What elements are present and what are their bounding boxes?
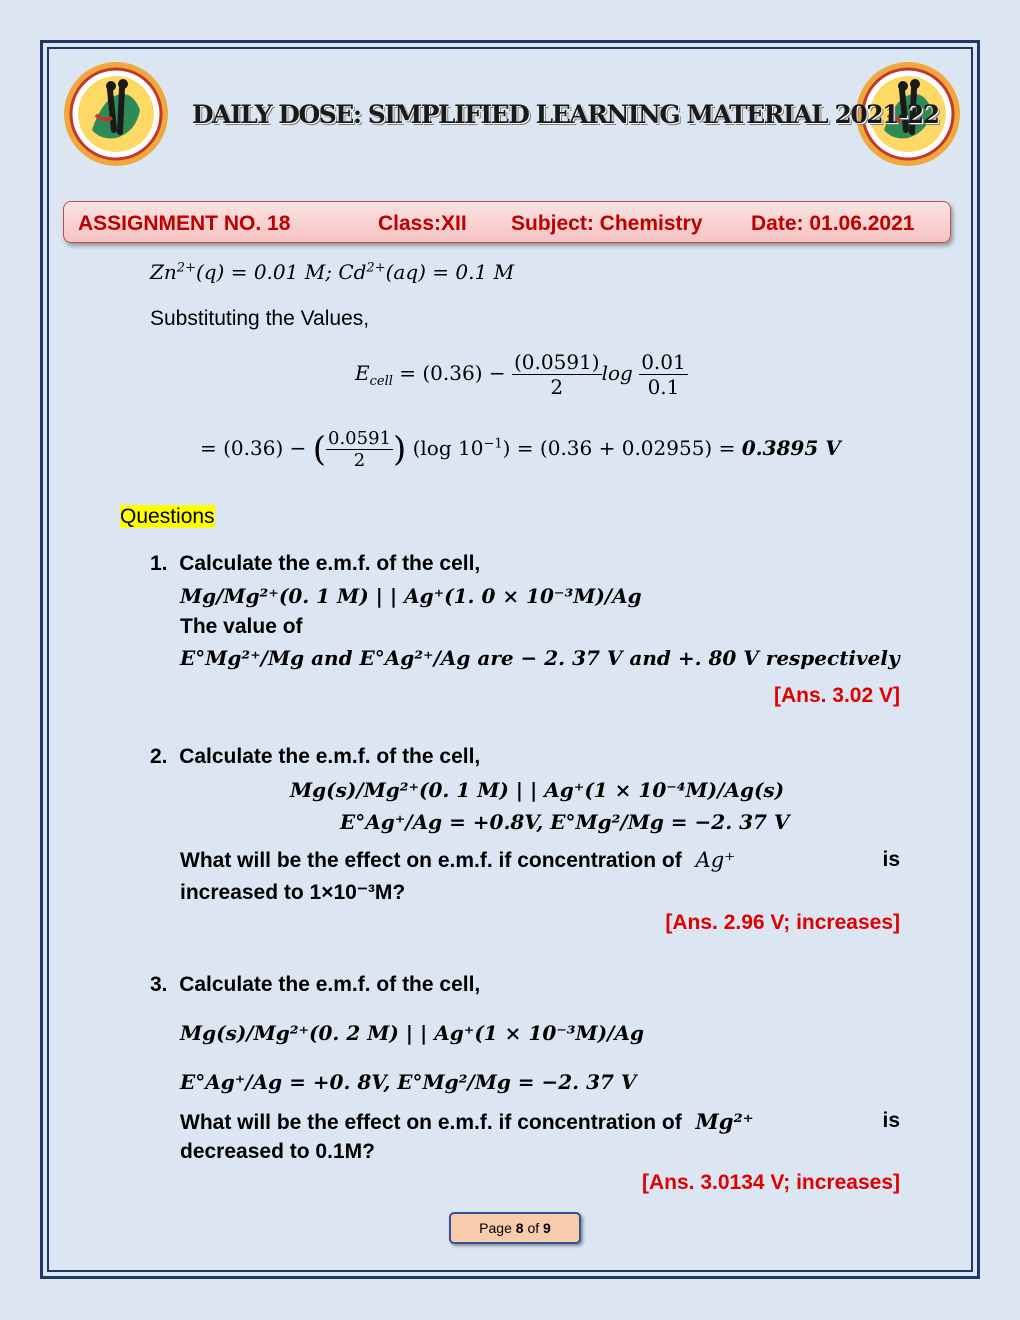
q2-effect-line: What will be the effect on e.m.f. if concentration of Ag⁺ is — [180, 848, 900, 872]
concentration-line: $Zn^{2+}(q) = 0.01$ M; $Cd^{2+}(aq) = 0.1$ M — [150, 260, 515, 284]
date-label: Date: 01.06.2021 — [751, 212, 915, 235]
q2-answer: [Ans. 2.96 V; increases] — [665, 911, 900, 934]
question-2: 2. Calculate the e.m.f. of the cell, — [150, 745, 481, 768]
q3-effect-line: What will be the effect on e.m.f. if concentration of Mg²⁺ is — [180, 1109, 900, 1134]
page-title: DAILY DOSE: SIMPLIFIED LEARNING MATERIAL 2021-22 — [192, 100, 939, 129]
questions-heading: Questions — [120, 505, 215, 528]
q3-potentials: E°Ag⁺/Ag = +0. 8V, E°Mg²/Mg = −2. 37 V — [180, 1070, 637, 1094]
school-emblem-icon — [62, 60, 170, 168]
assignment-number: ASSIGNMENT NO. 18 — [78, 212, 291, 235]
q1-cell-notation: Mg/Mg²⁺(0. 1 M) | | Ag⁺(1. 0 × 10⁻³M)/Ag — [180, 584, 642, 608]
substituting-text: Substituting the Values, — [150, 307, 370, 330]
q2-effect-line-2: increased to 1×10⁻³M? — [180, 881, 406, 904]
equation-result: = (0.36) − ( $\frac{0.0591}{2}$ ) (log $10^{-1}) = (0.36 + 0.02955) = 0.3895$ V — [200, 428, 841, 471]
q2-potentials: E°Ag⁺/Ag = +0.8V, E°Mg²/Mg = −2. 37 V — [340, 810, 790, 834]
subject-label: Subject: Chemistry — [511, 212, 703, 235]
question-3: 3. Calculate the e.m.f. of the cell, — [150, 973, 481, 996]
assignment-banner — [63, 201, 951, 243]
equation-ecell: $E_{cell} = (0.36)$ − $\frac{(0.0591)}{2}$ log $\frac{0.01}{0.1}$ — [355, 350, 686, 399]
q3-answer: [Ans. 3.0134 V; increases] — [642, 1171, 900, 1194]
page-number: Page 8 of 9 — [449, 1212, 581, 1244]
q1-value-of: The value of — [180, 615, 303, 638]
question-1: 1. Calculate the e.m.f. of the cell, — [150, 552, 481, 575]
q1-potentials: E°Mg²⁺/Mg and E°Ag²⁺/Ag are − 2. 37 V and +. 80 V respectively — [180, 646, 900, 670]
q3-effect-line-2: decreased to 0.1M? — [180, 1140, 375, 1163]
q3-cell-notation: Mg(s)/Mg²⁺(0. 2 M) | | Ag⁺(1 × 10⁻³M)/Ag — [180, 1021, 644, 1045]
q1-answer: [Ans. 3.02 V] — [773, 684, 900, 707]
class-label: Class:XII — [378, 212, 467, 235]
q2-cell-notation: Mg(s)/Mg²⁺(0. 1 M) | | Ag⁺(1 × 10⁻⁴M)/Ag(s) — [290, 778, 785, 802]
